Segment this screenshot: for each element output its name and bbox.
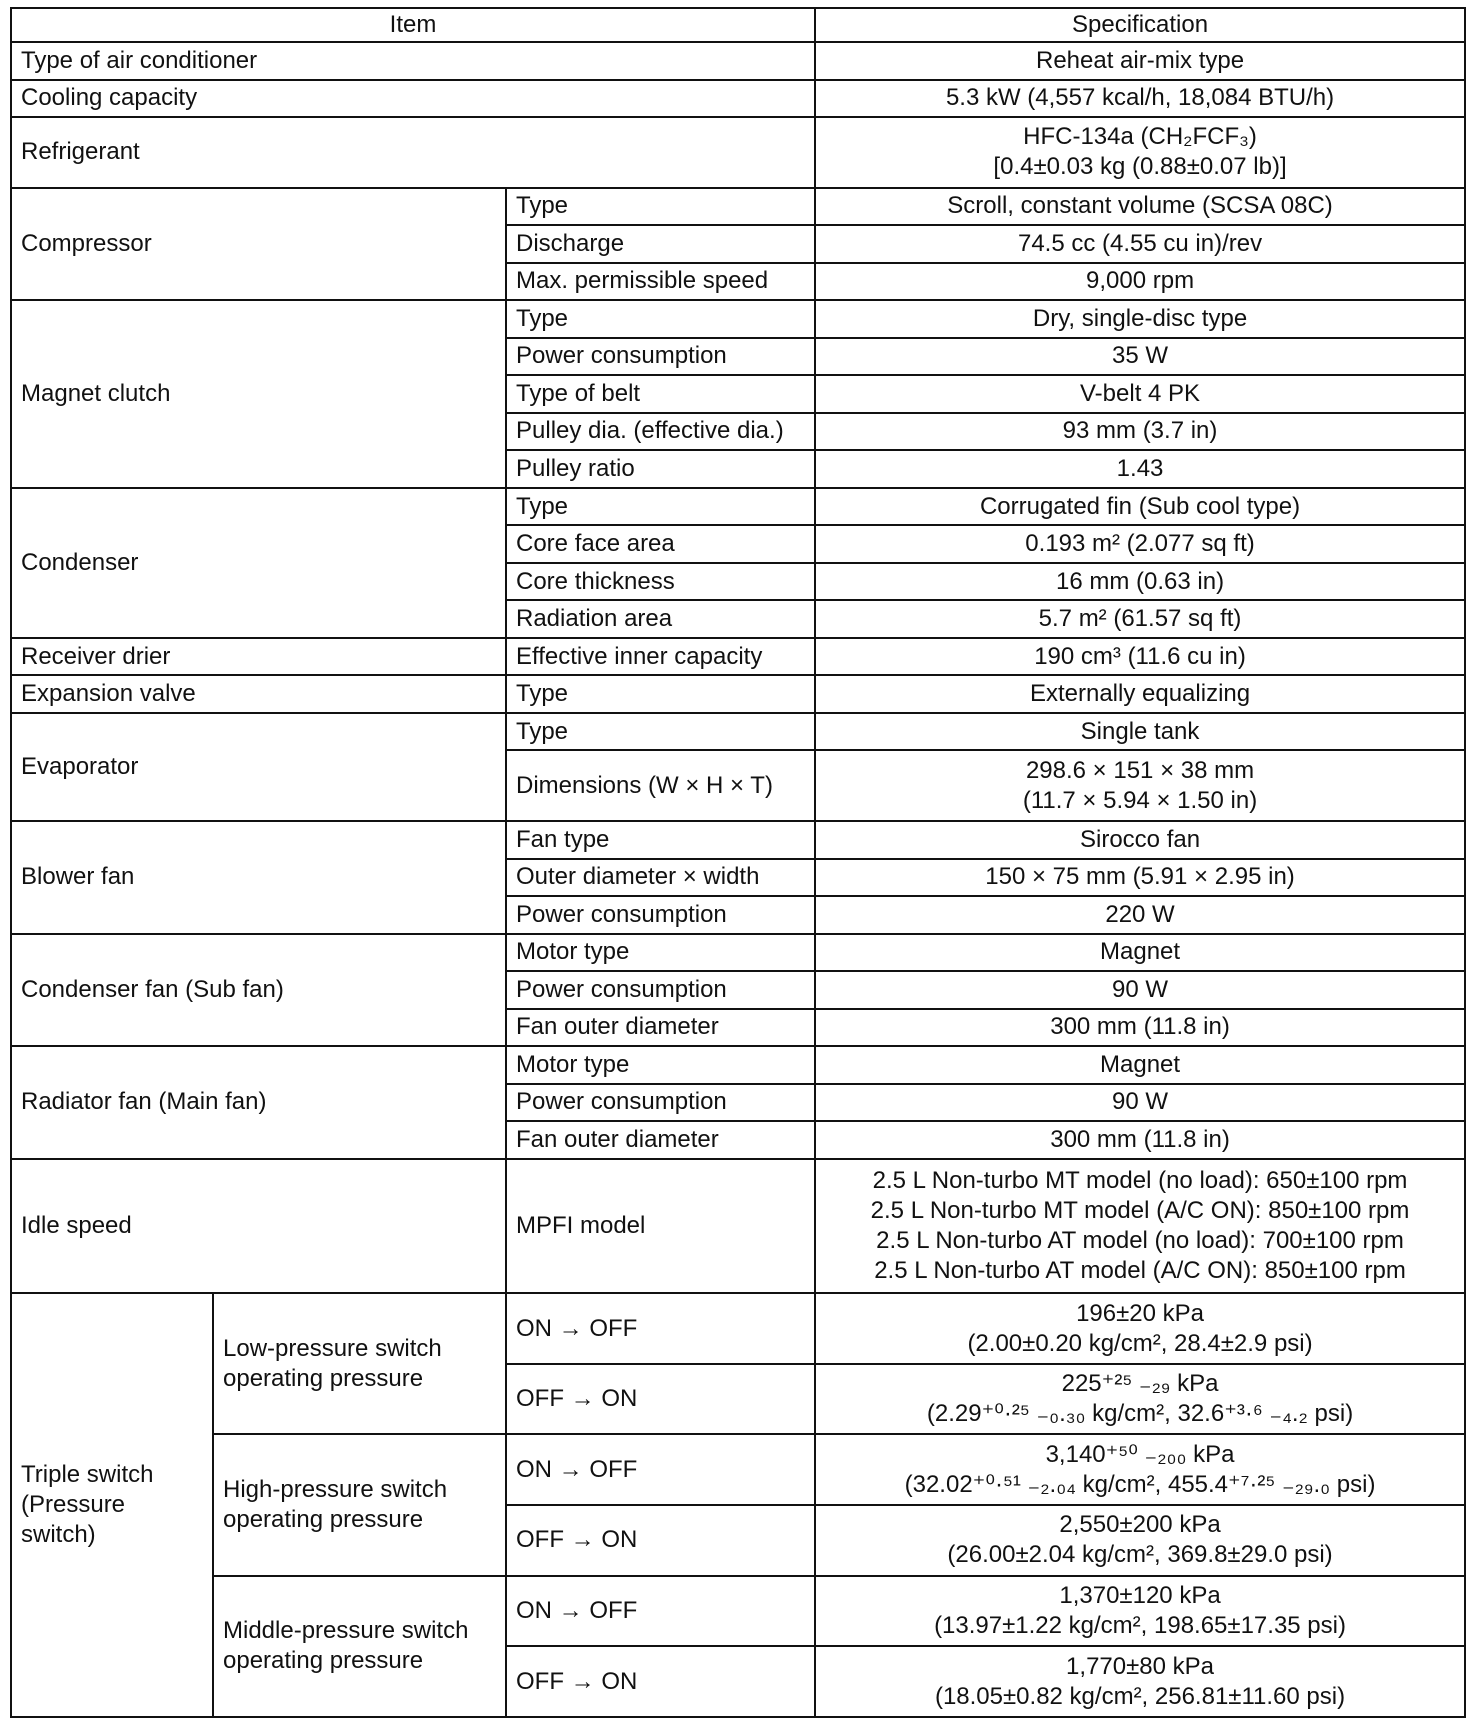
spec-text: [0.4±0.03 kg (0.88±0.07 lb)]: [993, 153, 1287, 181]
spec-text: (26.00±2.04 kg/cm², 369.8±29.0 psi): [947, 1541, 1333, 1569]
spec-text: 93 mm (3.7 in): [1062, 417, 1218, 445]
sub-item-label: Motor type: [506, 1046, 815, 1084]
sub-item-label: Type: [506, 488, 815, 526]
table-row: [11, 713, 1465, 751]
spec-text: Externally equalizing: [1029, 680, 1251, 708]
spec-value: [815, 1576, 1465, 1647]
sub-item-label: Motor type: [506, 934, 815, 972]
spec-value: [815, 896, 1465, 934]
sub-item-label: Power consumption: [506, 1084, 815, 1122]
spec-value: [815, 375, 1465, 413]
spec-value: [815, 971, 1465, 1009]
spec-value: [815, 188, 1465, 226]
sub-item-label: Max. permissible speed: [506, 263, 815, 301]
table-row: [11, 1293, 1465, 1364]
spec-value: [815, 525, 1465, 563]
spec-text: Sirocco fan: [1080, 825, 1201, 853]
spec-text: 150 × 75 mm (5.91 × 2.95 in): [985, 863, 1295, 891]
switch-mode-label: OFF → ON: [506, 1505, 815, 1576]
spec-value: [815, 80, 1465, 118]
spec-value: [815, 638, 1465, 676]
sub-item-label: Core face area: [506, 525, 815, 563]
spec-value: [815, 1293, 1465, 1364]
pressure-switch-label: Middle-pressure switch operating pressure: [213, 1576, 506, 1717]
spec-text: 90 W: [1112, 975, 1169, 1003]
item-group-label: Magnet clutch: [11, 300, 506, 488]
specification-table: [10, 7, 1466, 1718]
table-row: [11, 42, 1465, 80]
spec-text: 16 mm (0.63 in): [1056, 567, 1225, 595]
spec-text: 2.5 L Non-turbo MT model (no load): 650±100 rpm: [872, 1166, 1408, 1194]
spec-value: [815, 1009, 1465, 1047]
spec-text: Magnet: [1100, 938, 1181, 966]
item-group-label: Idle speed: [11, 1159, 506, 1294]
spec-text: 225⁺²⁵ ₋₂₉ kPa: [1061, 1370, 1219, 1398]
spec-text: 9,000 rpm: [1086, 267, 1195, 295]
sub-item-label: Fan type: [506, 821, 815, 859]
spec-text: 298.6 × 151 × 38 mm: [1025, 756, 1255, 784]
spec-value: [815, 488, 1465, 526]
item-label: Refrigerant: [11, 117, 815, 188]
sub-item-label: Effective inner capacity: [506, 638, 815, 676]
spec-text: 300 mm (11.8 in): [1050, 1013, 1230, 1041]
spec-text: 0.193 m² (2.077 sq ft): [1025, 530, 1255, 558]
spec-value: [815, 1434, 1465, 1505]
spec-text: 90 W: [1112, 1088, 1169, 1116]
item-group-label: Receiver drier: [11, 638, 506, 676]
spec-text: (2.00±0.20 kg/cm², 28.4±2.9 psi): [967, 1329, 1313, 1357]
spec-text: (2.29⁺⁰·²⁵ ₋₀.₃₀ kg/cm², 32.6⁺³·⁶ ₋₄.₂ psi): [926, 1400, 1354, 1428]
table-row: [11, 675, 1465, 713]
table-row: [11, 80, 1465, 118]
sub-item-label: Type: [506, 713, 815, 751]
spec-text: 5.7 m² (61.57 sq ft): [1038, 605, 1242, 633]
sub-item-label: Type: [506, 300, 815, 338]
spec-text: (11.7 × 5.94 × 1.50 in): [1022, 786, 1258, 814]
sub-item-label: Radiation area: [506, 600, 815, 638]
table-row: [11, 488, 1465, 526]
spec-text: Single tank: [1080, 717, 1200, 745]
item-group-label: Condenser: [11, 488, 506, 638]
sub-item-label: Outer diameter × width: [506, 859, 815, 897]
item-column-header: Item: [11, 8, 815, 42]
header-row: [11, 8, 1465, 42]
spec-text: 2.5 L Non-turbo MT model (A/C ON): 850±100 rpm: [870, 1196, 1410, 1224]
table-row: [11, 117, 1465, 188]
sub-item-label: Type: [506, 188, 815, 226]
spec-text: 3,140⁺⁵⁰ ₋₂₀₀ kPa: [1045, 1440, 1235, 1468]
spec-value: [815, 450, 1465, 488]
spec-value: [815, 600, 1465, 638]
pressure-switch-label: High-pressure switch operating pressure: [213, 1434, 506, 1575]
spec-value: [815, 1364, 1465, 1435]
sub-item-label: Pulley dia. (effective dia.): [506, 413, 815, 451]
table-row: [11, 300, 1465, 338]
spec-text: 196±20 kPa: [1076, 1299, 1204, 1327]
spec-text: 1.43: [1116, 455, 1164, 482]
spec-text: 35 W: [1112, 342, 1169, 370]
spec-value: [815, 1046, 1465, 1084]
item-group-label: Expansion valve: [11, 675, 506, 713]
spec-value: [815, 117, 1465, 188]
switch-mode-label: ON → OFF: [506, 1576, 815, 1647]
spec-value: [815, 338, 1465, 376]
sub-item-label: Pulley ratio: [506, 450, 815, 488]
table-row: [11, 638, 1465, 676]
table-row: [11, 1434, 1465, 1505]
pressure-switch-label: Low-pressure switch operating pressure: [213, 1293, 506, 1434]
sub-item-label: Type: [506, 675, 815, 713]
spec-table-body: [11, 42, 1465, 1717]
sub-item-label: Power consumption: [506, 896, 815, 934]
specification-column-header: Specification: [815, 8, 1465, 42]
spec-value: [815, 821, 1465, 859]
spec-text: Scroll, constant volume (SCSA 08C): [947, 192, 1333, 220]
sub-item-label: Power consumption: [506, 971, 815, 1009]
spec-text: HFC-134a (CH₂FCF₃): [1023, 123, 1257, 151]
spec-value: [815, 225, 1465, 263]
item-label: Cooling capacity: [11, 80, 815, 118]
spec-value: [815, 563, 1465, 601]
spec-text: Corrugated fin (Sub cool type): [979, 492, 1301, 520]
switch-mode-label: ON → OFF: [506, 1293, 815, 1364]
item-group-label: Evaporator: [11, 713, 506, 821]
spec-text: 5.3 kW (4,557 kcal/h, 18,084 BTU/h): [945, 84, 1335, 112]
sub-item-label: Type of belt: [506, 375, 815, 413]
spec-value: [815, 934, 1465, 972]
spec-value: [815, 1084, 1465, 1122]
sub-item-label: Core thickness: [506, 563, 815, 601]
spec-value: [815, 675, 1465, 713]
spec-text: 2,550±200 kPa: [1059, 1511, 1221, 1539]
sub-item-label: MPFI model: [506, 1159, 815, 1294]
item-group-label: Radiator fan (Main fan): [11, 1046, 506, 1159]
switch-mode-label: ON → OFF: [506, 1434, 815, 1505]
spec-value: [815, 413, 1465, 451]
spec-value: [815, 713, 1465, 751]
sub-item-label: Discharge: [506, 225, 815, 263]
item-group-label: Condenser fan (Sub fan): [11, 934, 506, 1047]
spec-text: 1,770±80 kPa: [1066, 1652, 1214, 1680]
item-group-label: Blower fan: [11, 821, 506, 934]
spec-value: [815, 1159, 1465, 1294]
table-row: [11, 934, 1465, 972]
spec-value: [815, 300, 1465, 338]
switch-mode-label: OFF → ON: [506, 1646, 815, 1717]
table-row: [11, 821, 1465, 859]
table-row: [11, 1046, 1465, 1084]
sub-item-label: Power consumption: [506, 338, 815, 376]
sub-item-label: Fan outer diameter: [506, 1009, 815, 1047]
spec-value: [815, 42, 1465, 80]
spec-text: 74.5 cc (4.55 cu in)/rev: [1017, 229, 1263, 257]
spec-text: Dry, single-disc type: [1032, 304, 1248, 332]
spec-value: [815, 859, 1465, 897]
spec-text: 2.5 L Non-turbo AT model (A/C ON): 850±100 rpm: [874, 1256, 1406, 1284]
spec-value: [815, 750, 1465, 821]
triple-switch-label: Triple switch (Pressure switch): [11, 1293, 213, 1717]
sub-item-label: Fan outer diameter: [506, 1121, 815, 1159]
spec-text: (13.97±1.22 kg/cm², 198.65±17.35 psi): [934, 1611, 1346, 1639]
spec-value: [815, 1121, 1465, 1159]
spec-text: V-belt 4 PK: [1079, 379, 1201, 407]
spec-text: (18.05±0.82 kg/cm², 256.81±11.60 psi): [934, 1682, 1346, 1710]
table-row: [11, 1576, 1465, 1647]
item-group-label: Compressor: [11, 188, 506, 301]
table-row: [11, 1159, 1465, 1294]
spec-text: 190 cm³ (11.6 cu in): [1034, 642, 1246, 670]
item-label: Type of air conditioner: [11, 42, 815, 80]
table-row: [11, 188, 1465, 226]
spec-value: [815, 1646, 1465, 1717]
spec-value: [815, 1505, 1465, 1576]
spec-value: [815, 263, 1465, 301]
spec-text: 300 mm (11.8 in): [1050, 1125, 1230, 1153]
switch-mode-label: OFF → ON: [506, 1364, 815, 1435]
spec-text: 1,370±120 kPa: [1059, 1581, 1221, 1609]
spec-text: Reheat air-mix type: [1035, 46, 1245, 74]
sub-item-label: Dimensions (W × H × T): [506, 750, 815, 821]
spec-text: 2.5 L Non-turbo AT model (no load): 700±100 rpm: [876, 1226, 1404, 1254]
spec-text: (32.02⁺⁰·⁵¹ ₋₂.₀₄ kg/cm², 455.4⁺⁷·²⁵ ₋₂₉.₀ psi): [904, 1470, 1376, 1498]
spec-text: 220 W: [1105, 900, 1175, 928]
spec-text: Magnet: [1100, 1050, 1181, 1078]
